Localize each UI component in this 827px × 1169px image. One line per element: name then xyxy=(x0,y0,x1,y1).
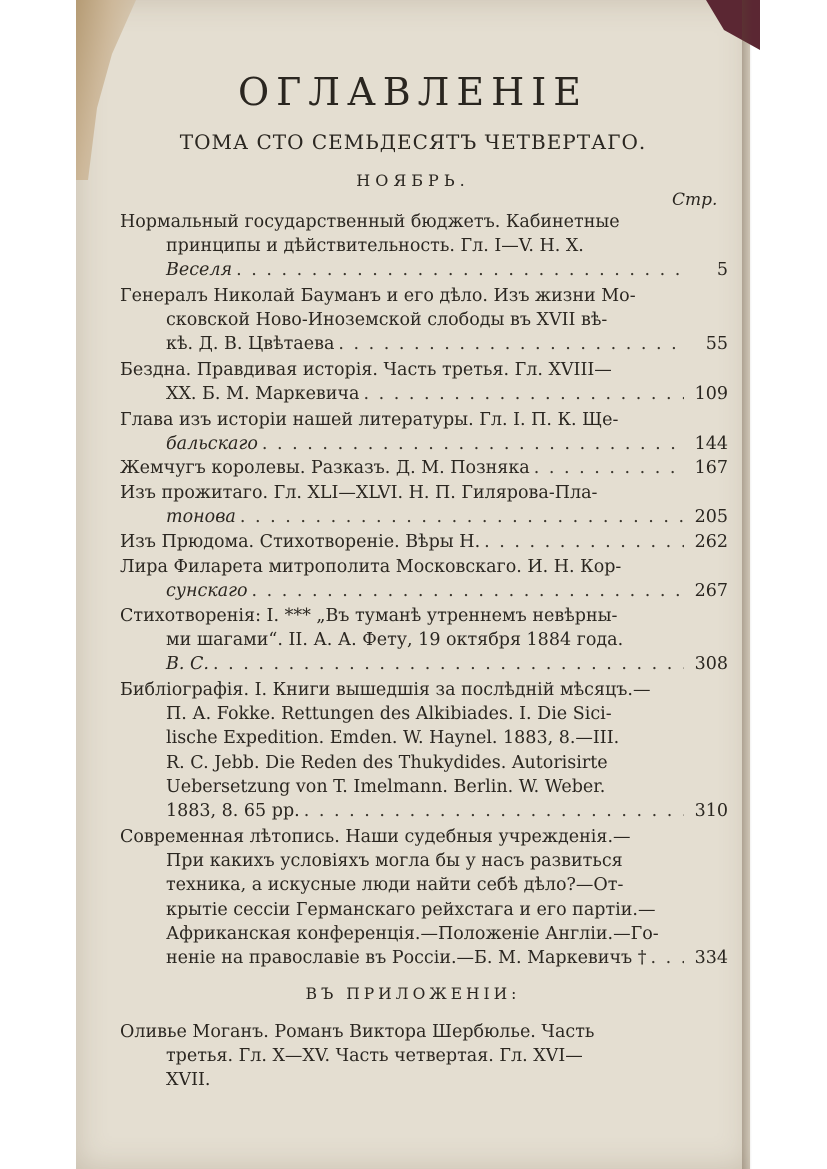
entry-last-line xyxy=(120,652,728,676)
page-number: 334 xyxy=(694,947,728,968)
entry-line: Библіографія. I. Книги вышедшія за послѣдній мѣсяцъ.— xyxy=(120,680,651,700)
dot-leader xyxy=(262,432,684,456)
dot-leader xyxy=(484,530,684,554)
entry-line: сковской Ново-Иноземской слободы въ XVII вѣ- xyxy=(166,310,608,331)
entry-last-line xyxy=(120,946,728,970)
page-number: 5 xyxy=(716,260,728,281)
entry-author: кѣ. Д. В. Цвѣтаева xyxy=(166,334,335,355)
volume-title: ТОМА СТО СЕМЬДЕСЯТЪ ЧЕТВЕРТАГО. xyxy=(179,130,647,154)
page-number: 55 xyxy=(705,334,728,355)
entry-line: Изъ прожитаго. Гл. XLI—XLVI. Н. П. Гилярова-Пла- xyxy=(120,483,598,503)
toc-entry-pearl xyxy=(120,456,728,480)
entry-last-line xyxy=(120,382,728,406)
month-heading: НОЯБРЬ. xyxy=(356,171,470,190)
entry-line: Uebersetzung von T. Imelmann. Berlin. W. Weber. xyxy=(166,776,606,797)
toc-entry-prudhomme xyxy=(120,530,728,554)
entry-line: Современная лѣтопись. Наши судебныя учрежденія.— xyxy=(120,827,631,847)
entry-line: lische Expedition. Emden. W. Haynel. 1883, 8.—III. xyxy=(166,728,620,749)
page-number: 205 xyxy=(694,507,728,528)
toc-entry-prozhitago xyxy=(120,481,728,529)
dot-leader xyxy=(363,382,684,406)
entry-line: ми шагами“. II. А. А. Фету, 19 октября 1884 года. xyxy=(166,630,624,651)
entry-line: Генералъ Николай Бауманъ и его дѣло. Изъ жизни Мо- xyxy=(120,286,636,306)
entry-last-line xyxy=(120,258,728,282)
dot-leader xyxy=(304,799,684,823)
entry-line: Оливье Моганъ. Романъ Виктора Шербюлье. Часть xyxy=(120,1022,595,1042)
dot-leader xyxy=(650,946,684,970)
toc-entry-bauman xyxy=(120,284,728,357)
entry-last-line xyxy=(120,432,728,456)
page-number: 109 xyxy=(694,384,728,405)
entry-line: R. C. Jebb. Die Reden des Thukydides. Autorisirte xyxy=(166,752,608,773)
entry-last-line xyxy=(120,456,728,480)
dot-leader xyxy=(213,652,684,676)
toc-entry-chronicle xyxy=(120,825,728,970)
entry-line: Лира Филарета митрополита Московскаго. И. Н. Кор- xyxy=(120,557,622,577)
toc-supplement-entry xyxy=(120,1020,728,1093)
dot-leader xyxy=(236,258,684,282)
page-number: 144 xyxy=(694,434,728,455)
dot-leader xyxy=(252,579,684,603)
entry-last-line xyxy=(120,505,728,529)
entry-line: П. А. Fokke. Rettungen des Alkibiades. I. Die Sici- xyxy=(166,704,612,725)
entry-author: бальскаго xyxy=(166,434,258,455)
page-title: ОГЛАВЛЕНІЕ xyxy=(237,70,589,114)
entry-line: Африканская конференція.—Положеніе Англіи.—Го- xyxy=(166,923,659,944)
dot-leader xyxy=(534,456,684,480)
entry-last-line xyxy=(120,332,728,356)
entry-line: третья. Гл. X—XV. Часть четвертая. Гл. XVI— xyxy=(166,1046,583,1067)
entry-line: Стихотворенія: I. *** „Въ туманѣ утреннемъ невѣрны- xyxy=(120,606,618,626)
toc-entry-bezdna xyxy=(120,358,728,406)
entry-tail: неніе на православіе въ Россіи.—Б. М. Маркевичъ † xyxy=(166,947,647,968)
toc-entry-literature xyxy=(120,408,728,456)
entry-last-line xyxy=(120,530,728,554)
entry-author: В. С. xyxy=(166,654,209,675)
entry-line: Бездна. Правдивая исторія. Часть третья. Гл. XVIII— xyxy=(120,360,612,380)
toc-entry-bibliography xyxy=(120,678,728,823)
entry-line: Нормальный государственный бюджетъ. Кабинетные xyxy=(120,212,620,232)
page-number: 267 xyxy=(694,581,728,602)
entry-last-line xyxy=(120,579,728,603)
entry-author: Веселя xyxy=(166,260,233,281)
toc-entry-poems xyxy=(120,604,728,677)
entry-title: Жемчугъ королевы. Разказъ. Д. М. Позняка xyxy=(120,458,530,478)
entry-author: XX. Б. М. Маркевича xyxy=(166,384,360,405)
page-number: 310 xyxy=(694,800,728,821)
entry-author: тонова xyxy=(166,507,236,528)
entry-line: Глава изъ исторіи нашей литературы. Гл. I. П. К. Ще- xyxy=(120,410,619,430)
supplement-heading: ВЪ ПРИЛОЖЕНІИ: xyxy=(305,985,521,1003)
page-number: 167 xyxy=(694,458,728,478)
entry-last-line xyxy=(120,799,728,823)
page-number: 308 xyxy=(694,654,728,675)
entry-line: XVII. xyxy=(166,1070,211,1091)
entry-title: Изъ Прюдома. Стихотвореніе. Вѣры Н. xyxy=(120,532,481,552)
toc-entry-budget xyxy=(120,210,728,283)
page-column-label: Стр. xyxy=(672,190,718,210)
entry-line: При какихъ условіяхъ могла бы у насъ развиться xyxy=(166,851,623,872)
entry-author: сунскаго xyxy=(166,581,248,602)
page-number: 262 xyxy=(694,532,728,552)
dot-leader xyxy=(338,332,684,356)
entry-line: крытіе сессіи Германскаго рейхстага и его партіи.— xyxy=(166,899,656,920)
dot-leader xyxy=(240,505,684,529)
entry-line: принципы и дѣйствительность. Гл. I—V. Н. Х. xyxy=(166,236,584,257)
toc-entry-filaret xyxy=(120,555,728,603)
entry-line: техника, а искусные люди найти себѣ дѣло?—От- xyxy=(166,875,624,896)
entry-tail: 1883, 8. 65 pp. xyxy=(166,800,300,821)
